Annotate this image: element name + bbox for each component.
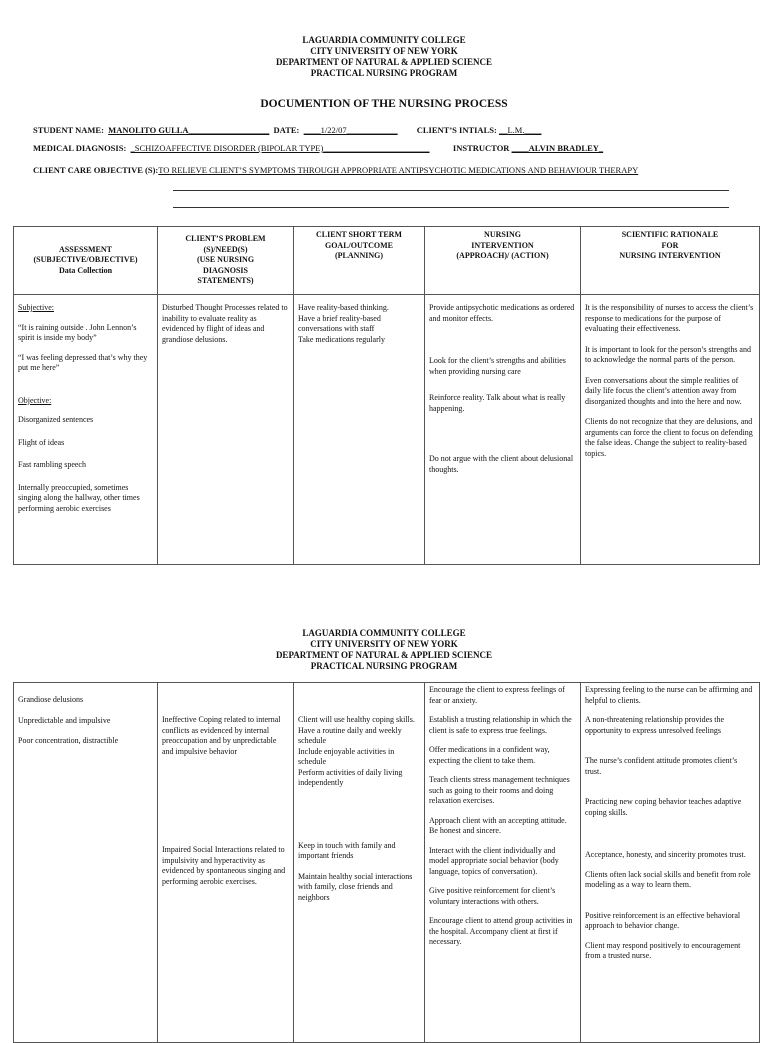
intervention-item: Do not argue with the client about delusional thoughts. xyxy=(429,454,574,474)
rationale-item: Clients do not recognize that they are delusions, and arguments can force the client to focus on defending the false ideas. Change the subject to reality-based topics. xyxy=(585,417,753,458)
header-line: LAGUARDIA COMMUNITY COLLEGE xyxy=(302,35,466,45)
assessment-cell xyxy=(14,683,158,1043)
objective-finding: Disorganized sentences xyxy=(18,415,94,424)
goal-item: Have a brief reality-based conversations with staff xyxy=(298,313,381,333)
subjective-quote: “It is raining outside . John Lennon’s spirit is inside my body” xyxy=(18,322,137,342)
subjective-quote: “I was feeling depressed that’s why they put me here” xyxy=(18,352,148,372)
header-line: LAGUARDIA COMMUNITY COLLEGE xyxy=(302,628,466,638)
goal-item: Have a routine daily and weekly schedule xyxy=(298,725,402,745)
intervention-item: Give positive reinforcement for client’s voluntary interactions with others. xyxy=(429,886,556,906)
nursing-diagnosis: Disturbed Thought Processes related to inability to evaluate reality as evidenced by flight of ideas and grandiose delusions. xyxy=(162,303,288,344)
client-initials-label: CLIENT’S INTIALS: xyxy=(416,125,497,135)
intervention-item: Reinforce reality. Talk about what is really happening. xyxy=(429,393,566,413)
goal-cell xyxy=(294,295,425,565)
rationale-item: A non-threatening relationship provides the opportunity to express unresolved feelings xyxy=(585,715,725,735)
header-line: PRACTICAL NURSING PROGRAM xyxy=(310,661,458,671)
nursing-process-table xyxy=(13,226,760,565)
college-header xyxy=(0,35,768,79)
column-header-goal: CLIENT SHORT TERM GOAL/OUTCOME (PLANNING) xyxy=(294,227,425,295)
goal-cell xyxy=(294,683,425,1043)
goal-item: Have reality-based thinking. xyxy=(298,303,389,312)
objective-label: CLIENT CARE OBJECTIVE (S): xyxy=(33,165,159,175)
column-header-rationale: SCIENTIFIC RATIONALE FOR NURSING INTERVENTION xyxy=(581,227,760,295)
intervention-item: Provide antipsychotic medications as ordered and monitor effects. xyxy=(429,303,575,323)
instructor-label: INSTRUCTOR xyxy=(452,143,510,153)
rationale-cell xyxy=(581,683,760,1043)
college-header xyxy=(0,628,768,672)
column-header-intervention: NURSING INTERVENTION (APPROACH)/ (ACTION) xyxy=(425,227,581,295)
student-name-value: MANOLITO GULLA___________________ xyxy=(108,125,270,135)
header-line: DEPARTMENT OF NATURAL & APPLIED SCIENCE xyxy=(275,57,493,67)
intervention-cell xyxy=(425,295,581,565)
nursing-process-table-continued xyxy=(13,682,760,1043)
intervention-item: Look for the client’s strengths and abilities when providing nursing care xyxy=(429,356,566,376)
rationale-item: It is the responsibility of nurses to access the client’s response to medications for the purpose of evaluating their effectiveness. xyxy=(585,303,754,333)
goal-item: Maintain healthy social interactions with family, close friends and neighbors xyxy=(298,871,413,902)
header-line: CITY UNIVERSITY OF NEW YORK xyxy=(310,639,458,649)
objective-finding: Internally preoccupied, sometimes singing along the hallway, other times performing aerobic exercises xyxy=(18,482,140,513)
document-title: DOCUMENTION OF THE NURSING PROCESS xyxy=(260,98,508,110)
header-line: PRACTICAL NURSING PROGRAM xyxy=(310,68,458,78)
objective-value: TO RELIEVE CLIENT’S SYMPTOMS THROUGH APPROPRIATE ANTIPSYCHOTIC MEDICATIONS AND BEHAVIOUR THERAPY xyxy=(158,165,639,175)
table-header-row xyxy=(14,227,760,295)
instructor-value: ____ALVIN BRADLEY_ xyxy=(511,143,604,153)
goal-item: Keep in touch with family and important friends xyxy=(298,840,396,860)
goal-item: Client will use healthy coping skills. xyxy=(298,715,415,724)
goal-item: Perform activities of daily living independently xyxy=(298,767,403,787)
intervention-item: Teach clients stress management techniques such as going to their rooms and doing relaxation exercises. xyxy=(429,775,570,805)
assessment-finding: Poor concentration, distractible xyxy=(18,736,119,745)
subjective-heading: Subjective: xyxy=(18,303,54,312)
column-header-assessment: ASSESSMENT (SUBJECTIVE/OBJECTIVE) Data Collection xyxy=(14,227,158,295)
goal-item: Include enjoyable activities in schedule xyxy=(298,746,395,766)
rationale-item: Acceptance, honesty, and sincerity promotes trust. xyxy=(585,850,746,859)
nursing-diagnosis: Ineffective Coping related to internal conflicts as evidenced by internal preoccupation and by unpredictable and impulsive behavior xyxy=(162,715,281,756)
rationale-item: The nurse’s confident attitude promotes client’s trust. xyxy=(585,756,738,776)
intervention-item: Offer medications in a confident way, expecting the client to take them. xyxy=(429,745,550,765)
date-value: ____1/22/07____________ xyxy=(303,125,398,135)
student-name-label: STUDENT NAME: xyxy=(33,125,104,135)
student-info-row xyxy=(33,125,541,135)
assessment-cell xyxy=(14,295,158,565)
objective-heading: Objective: xyxy=(18,395,52,405)
objective-blank-line xyxy=(173,190,729,191)
header-line: DEPARTMENT OF NATURAL & APPLIED SCIENCE xyxy=(275,650,493,660)
rationale-item: Practicing new coping behavior teaches adaptive coping skills. xyxy=(585,797,742,817)
intervention-item: Encourage the client to express feelings of fear or anxiety. xyxy=(429,685,565,705)
rationale-item: Positive reinforcement is an effective behavioral approach to behavior change. xyxy=(585,910,741,930)
intervention-item: Encourage client to attend group activities in the hospital. Accompany client at first if necessary. xyxy=(429,916,573,946)
problem-cell xyxy=(158,295,294,565)
objective-finding: Fast rambling speech xyxy=(18,460,86,469)
rationale-cell xyxy=(581,295,760,565)
diagnosis-row xyxy=(33,143,603,153)
intervention-item: Approach client with an accepting attitude. Be honest and sincere. xyxy=(429,815,567,835)
rationale-item: Client may respond positively to encouragement from a trusted nurse. xyxy=(585,940,741,960)
rationale-item: Even conversations about the simple realities of daily life focus the client’s attention away from disorganized thoughts and into the here and now. xyxy=(585,375,742,406)
intervention-cell xyxy=(425,683,581,1043)
objective-blank-line xyxy=(173,207,729,208)
column-header-problem: CLIENT’S PROBLEM (S)/NEED(S) (USE NURSING DIAGNOSIS STATEMENTS) xyxy=(158,227,294,295)
intervention-item: Interact with the client individually and model appropriate social behavior (body language, topics of conversation). xyxy=(429,845,559,876)
problem-cell xyxy=(158,683,294,1043)
assessment-finding: Grandiose delusions xyxy=(18,695,84,704)
objective-row xyxy=(33,165,638,175)
rationale-item: Clients often lack social skills and benefit from role modeling as a way to learn them. xyxy=(585,869,751,889)
diagnosis-label: MEDICAL DIAGNOSIS: xyxy=(33,143,127,153)
diagnosis-value: _SCHIZOAFFECTIVE DISORDER (BIPOLAR TYPE)_________________________ xyxy=(130,143,430,153)
table-row xyxy=(14,683,760,1043)
goal-item: Take medications regularly xyxy=(298,334,385,344)
client-initials-value: __L.M.____ xyxy=(498,125,542,135)
objective-finding: Flight of ideas xyxy=(18,437,65,447)
date-label: DATE: xyxy=(273,125,300,135)
intervention-item: Establish a trusting relationship in which the client is safe to express true feelings. xyxy=(429,715,572,735)
header-line: CITY UNIVERSITY OF NEW YORK xyxy=(310,46,458,56)
rationale-item: It is important to look for the person’s strengths and to acknowledge the normal parts of the person. xyxy=(585,344,751,364)
rationale-item: Expressing feeling to the nurse can be affirming and helpful to clients. xyxy=(585,685,753,705)
table-row xyxy=(14,295,760,565)
assessment-finding: Unpredictable and impulsive xyxy=(18,715,111,725)
nursing-diagnosis: Impaired Social Interactions related to impulsivity and hyperactivity as evidenced by spontaneous singing and performing aerobic exercises. xyxy=(162,845,286,886)
